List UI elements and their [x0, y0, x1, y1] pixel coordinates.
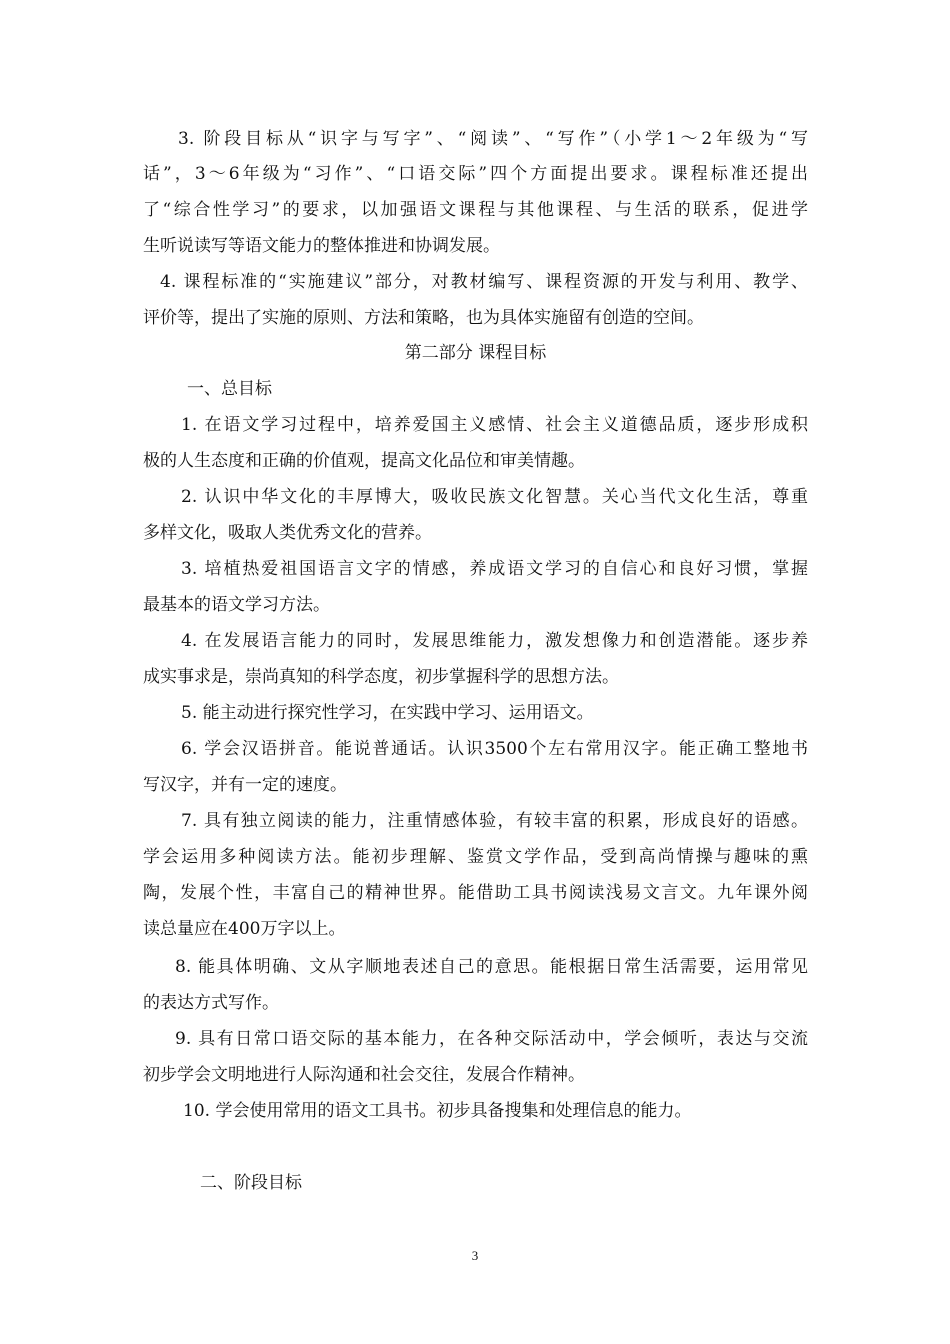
section-title: 一、总目标: [187, 379, 272, 399]
text-line: 陶，发展个性，丰富自己的精神世界。能借助工具书阅读浅易文言文。九年课外阅: [143, 883, 808, 903]
text-line: 最基本的语文学习方法。: [143, 595, 330, 615]
text-line: 生听说读写等语文能力的整体推进和协调发展。: [143, 236, 500, 256]
text-line: 2. 认识中华文化的丰厚博大，吸收民族文化智慧。关心当代文化生活，尊重: [181, 487, 808, 507]
page-number: 3: [471, 1248, 479, 1263]
text-line: 的表达方式写作。: [143, 993, 279, 1013]
text-line: 多样文化，吸取人类优秀文化的营养。: [143, 523, 432, 543]
text-line: 1. 在语文学习过程中，培养爱国主义感情、社会主义道德品质，逐步形成积: [181, 415, 808, 435]
text-line: 4. 课程标准的“实施建议”部分，对教材编写、课程资源的开发与利用、教学、: [160, 272, 808, 292]
text-line: 3. 阶段目标从“识字与写字”、“阅读”、“写作”（小学1～2年级为“写: [178, 129, 808, 149]
text-line: 7. 具有独立阅读的能力，注重情感体验，有较丰富的积累，形成良好的语感。: [181, 811, 808, 831]
text-line: 6. 学会汉语拼音。能说普通话。认识3500个左右常用汉字。能正确工整地书: [181, 739, 808, 759]
text-line: 9. 具有日常口语交际的基本能力，在各种交际活动中，学会倾听，表达与交流: [175, 1029, 808, 1049]
text-line: 极的人生态度和正确的价值观，提高文化品位和审美情趣。: [143, 451, 585, 471]
text-line: 4. 在发展语言能力的同时，发展思维能力，激发想像力和创造潜能。逐步养: [181, 631, 808, 651]
text-line: 学会运用多种阅读方法。能初步理解、鉴赏文学作品，受到高尚情操与趣味的熏: [143, 847, 808, 867]
text-line: 了“综合性学习”的要求，以加强语文课程与其他课程、与生活的联系，促进学: [143, 200, 808, 220]
section-title: 二、阶段目标: [200, 1173, 302, 1193]
text-line: 话”，3～6年级为“习作”、“口语交际”四个方面提出要求。课程标准还提出: [143, 164, 808, 184]
text-line: 初步学会文明地进行人际沟通和社会交往，发展合作精神。: [143, 1065, 585, 1085]
text-line: 读总量应在400万字以上。: [143, 919, 346, 939]
text-line: 写汉字，并有一定的速度。: [143, 775, 347, 795]
text-line: 5. 能主动进行探究性学习，在实践中学习、运用语文。: [181, 703, 594, 723]
text-line: 10. 学会使用常用的语文工具书。初步具备搜集和处理信息的能力。: [183, 1101, 692, 1121]
part-title: 第二部分 课程目标: [404, 343, 547, 363]
text-line: 成实事求是，崇尚真知的科学态度，初步掌握科学的思想方法。: [143, 667, 619, 687]
text-line: 评价等，提出了实施的原则、方法和策略，也为具体实施留有创造的空间。: [143, 308, 704, 328]
text-line: 8. 能具体明确、文从字顺地表述自己的意思。能根据日常生活需要，运用常见: [175, 957, 808, 977]
text-line: 3. 培植热爱祖国语言文字的情感，养成语文学习的自信心和良好习惯，掌握: [181, 559, 808, 579]
